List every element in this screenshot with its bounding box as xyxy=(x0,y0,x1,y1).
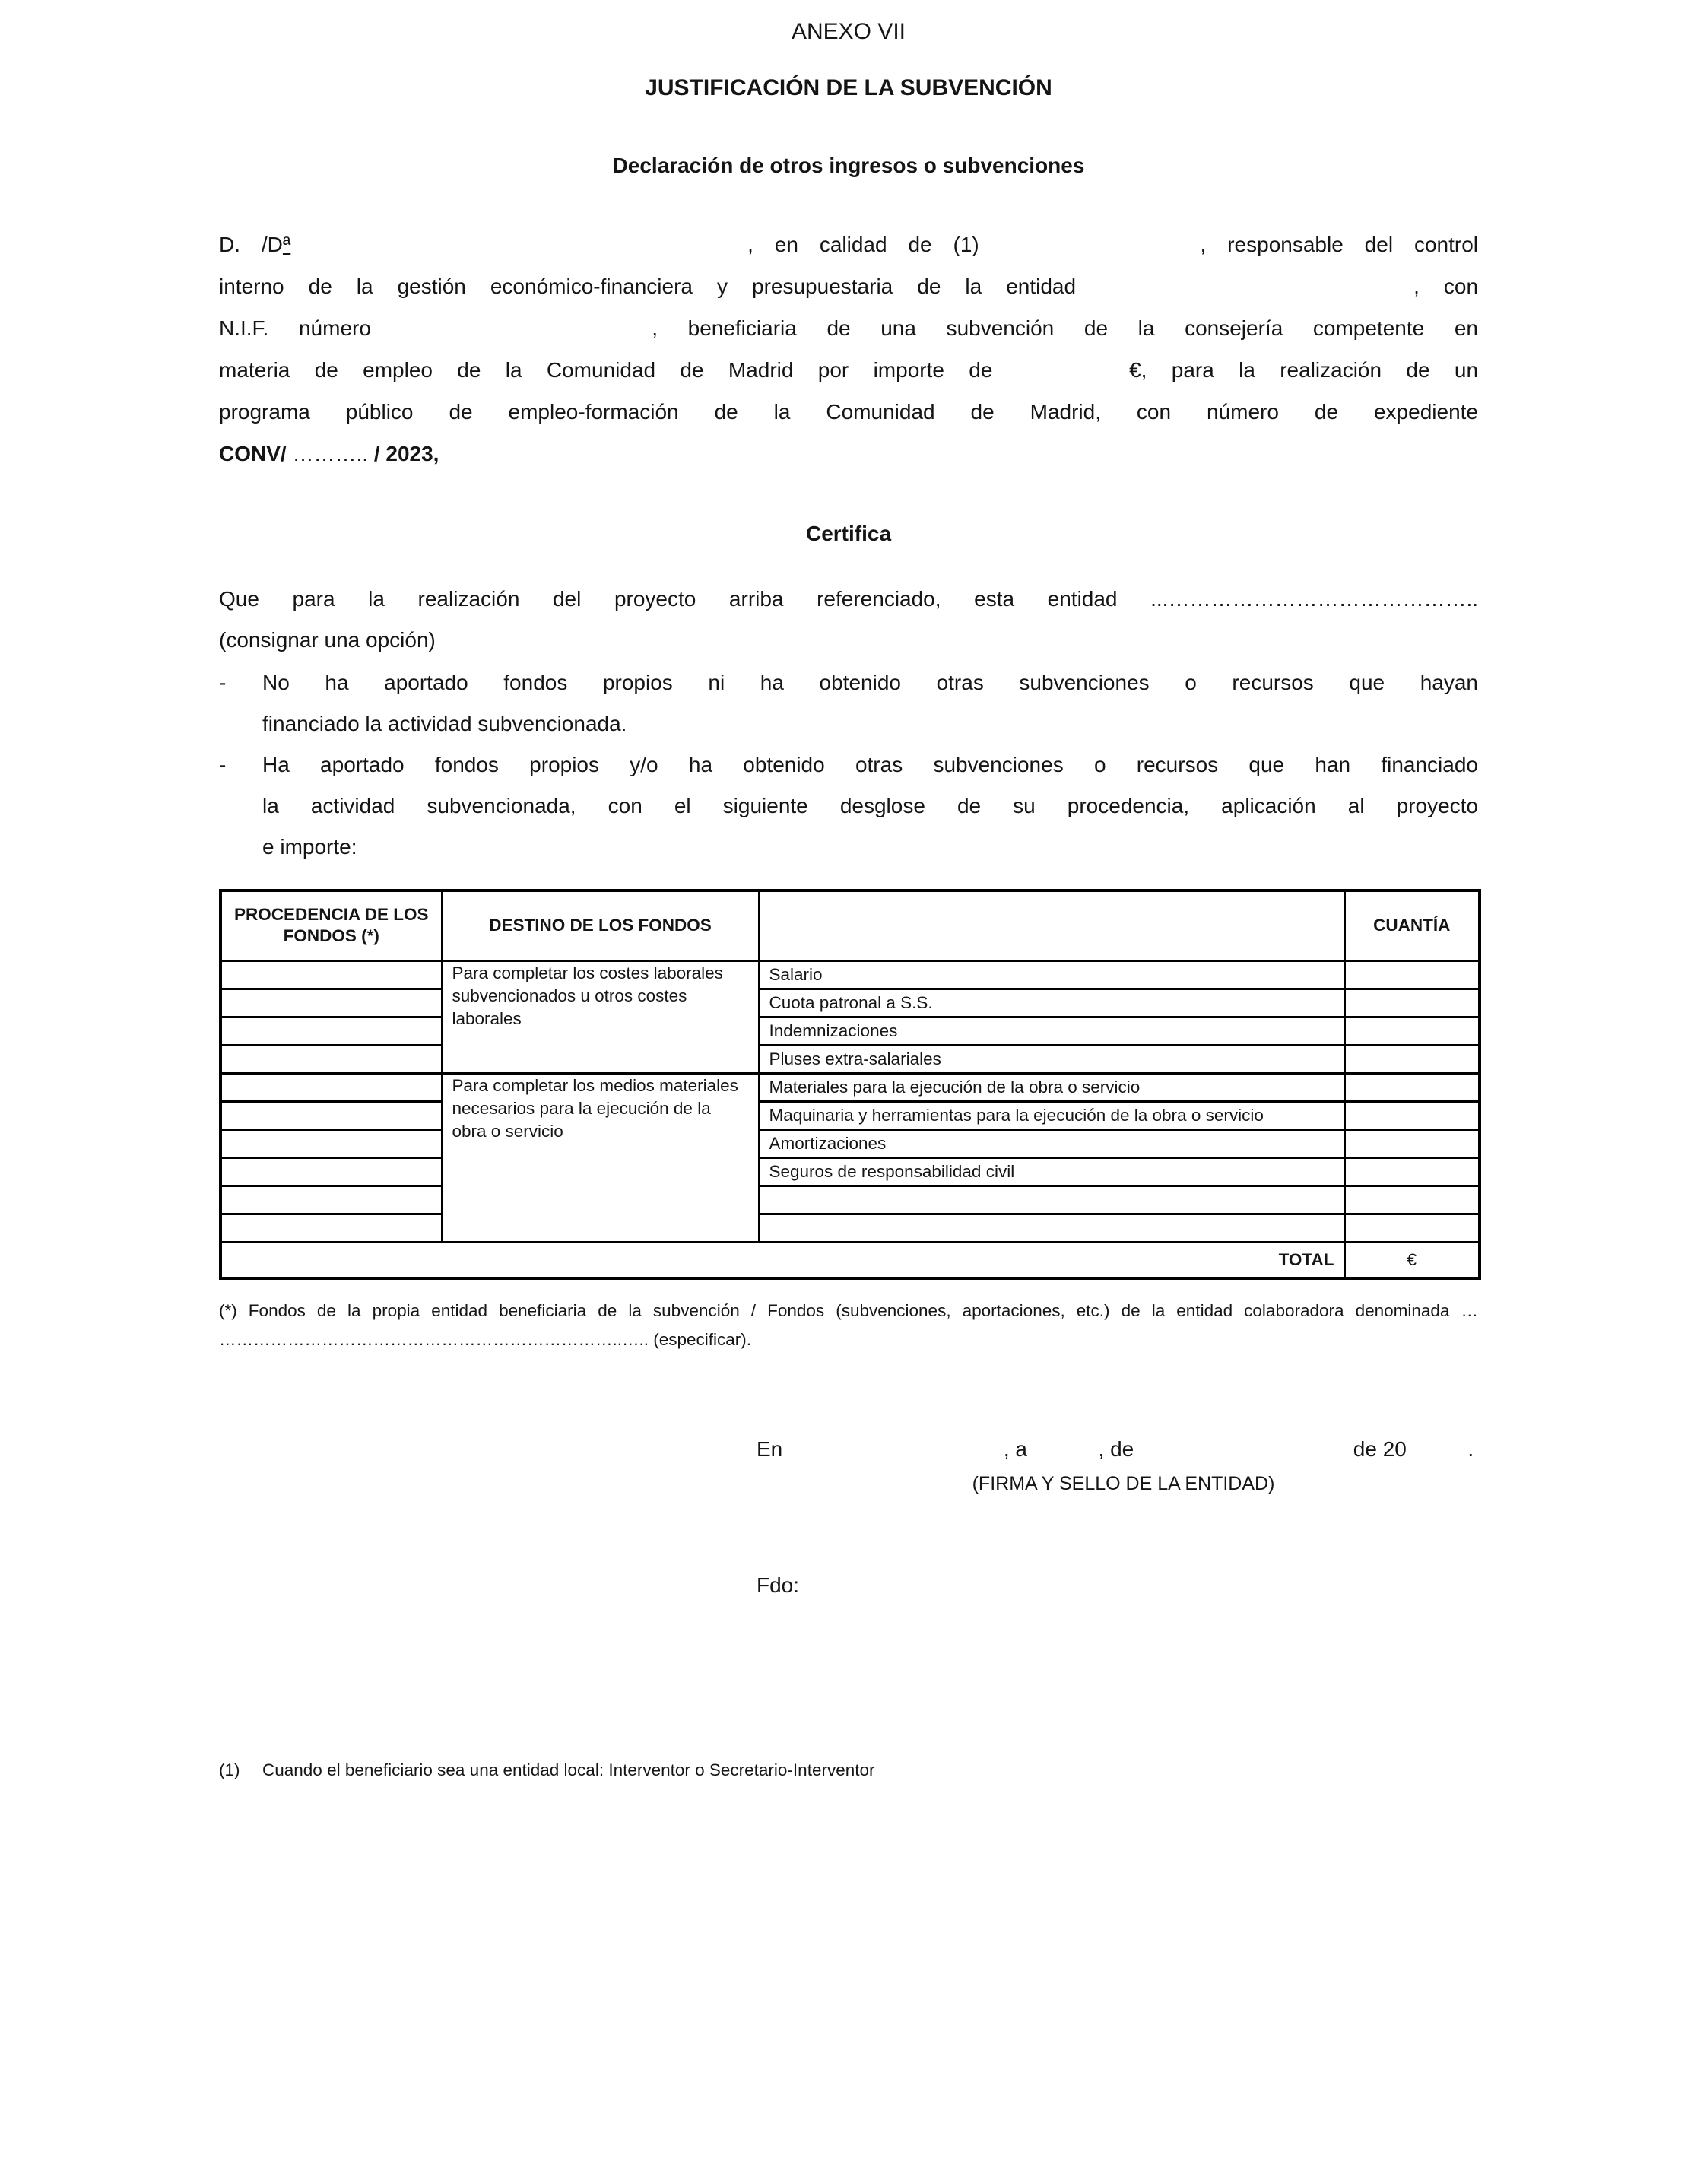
total-label: TOTAL xyxy=(220,1242,1344,1278)
certifica-heading: Certifica xyxy=(805,522,892,545)
concepto-cell: Seguros de responsabilidad civil xyxy=(759,1157,1344,1186)
procedencia-cell xyxy=(220,1214,442,1242)
dash-bullet: - xyxy=(219,671,227,694)
cuantia-cell xyxy=(1344,1101,1480,1129)
footnote-star-line-1: (*) Fondos de la propia entidad beneficiaria de la subvención / Fondos (subvenciones, aportaciones, etc.) de la entidad colaboradora denominada … xyxy=(219,1301,1478,1320)
cuantia-cell xyxy=(1344,1157,1480,1186)
document-title: JUSTIFICACIÓN DE LA SUBVENCIÓN xyxy=(645,75,1052,100)
blank-day-field xyxy=(1033,1455,1093,1456)
concepto-cell xyxy=(759,1186,1344,1214)
option-line: la actividad subvencionada, con el siguiente desglose de su procedencia, aplicación al proyecto xyxy=(262,794,1478,817)
option-text xyxy=(262,744,1478,868)
expediente-prefix: CONV/ xyxy=(219,442,287,465)
option-line: e importe: xyxy=(262,835,357,859)
intro-line-3 xyxy=(219,307,1478,349)
header-detalle-empty xyxy=(759,890,1344,960)
procedencia-cell xyxy=(220,1101,442,1129)
table-row xyxy=(220,1073,1480,1101)
annex-title: ANEXO VII xyxy=(791,19,906,44)
intro-paragraph xyxy=(219,224,1478,475)
certifica-line-2: (consignar una opción) xyxy=(219,628,436,652)
sig-text: , a xyxy=(1003,1437,1027,1461)
table-row xyxy=(220,1129,1480,1157)
procedencia-cell xyxy=(220,1045,442,1073)
concepto-cell: Indemnizaciones xyxy=(759,1017,1344,1045)
concepto-cell: Amortizaciones xyxy=(759,1129,1344,1157)
procedencia-cell xyxy=(220,1073,442,1101)
header-procedencia: PROCEDENCIA DE LOS FONDOS (*) xyxy=(220,890,442,960)
blank-role-field xyxy=(1001,250,1179,252)
cuantia-cell xyxy=(1344,1129,1480,1157)
expediente-year: / 2023, xyxy=(373,442,439,465)
intro-text: programa público de empleo-formación de la Comunidad de Madrid, con número de expediente xyxy=(219,400,1478,424)
procedencia-cell xyxy=(220,1157,442,1186)
option-item xyxy=(219,662,1478,744)
cuantia-cell xyxy=(1344,989,1480,1017)
table-row xyxy=(220,1101,1480,1129)
blank-year-field xyxy=(1413,1455,1462,1456)
intro-text: , con xyxy=(1413,275,1479,298)
concepto-cell: Maquinaria y herramientas para la ejecución de la obra o servicio xyxy=(759,1101,1344,1129)
certifica-line-1: Que para la realización del proyecto arriba referenciado, esta entidad ...…………………………………….. xyxy=(219,587,1478,611)
intro-text: , responsable del control xyxy=(1200,233,1478,256)
table-row xyxy=(220,1017,1480,1045)
option-item xyxy=(219,744,1478,868)
blank-name-field xyxy=(312,250,726,252)
blank-city-field xyxy=(788,1455,998,1456)
concepto-cell: Salario xyxy=(759,960,1344,989)
ordinal-a: ª xyxy=(282,233,291,256)
procedencia-cell xyxy=(220,1017,442,1045)
stamp-note: (FIRMA Y SELLO DE LA ENTIDAD) xyxy=(972,1473,1275,1494)
concepto-cell: Materiales para la ejecución de la obra o servicio xyxy=(759,1073,1344,1101)
certifica-intro xyxy=(219,579,1478,661)
intro-text: , beneficiaria de una subvención de la consejería competente en xyxy=(652,316,1479,340)
table-total-row xyxy=(220,1242,1480,1278)
option-line: financiado la actividad subvencionada. xyxy=(262,712,627,735)
intro-line-1 xyxy=(219,224,1478,265)
header-cuantia: CUANTÍA xyxy=(1344,890,1480,960)
cuantia-cell xyxy=(1344,1045,1480,1073)
table-row xyxy=(220,1157,1480,1186)
concepto-cell: Pluses extra-salariales xyxy=(759,1045,1344,1073)
option-line: No ha aportado fondos propios ni ha obtenido otras subvenciones o recursos que hayan xyxy=(262,671,1478,694)
blank-entity-field xyxy=(1100,292,1389,294)
blank-expediente-dots: ……….. xyxy=(292,442,369,465)
document-subtitle: Declaración de otros ingresos o subvenciones xyxy=(612,154,1085,177)
table-row xyxy=(220,1186,1480,1214)
procedencia-cell xyxy=(220,960,442,989)
intro-line-2 xyxy=(219,265,1478,307)
dash-bullet: - xyxy=(219,753,227,776)
sig-text: , de xyxy=(1098,1437,1134,1461)
footnote-1-text: Cuando el beneficiario sea una entidad local: Interventor o Secretario-Interventor xyxy=(262,1760,875,1779)
signature-date-line xyxy=(757,1430,1490,1468)
table-row xyxy=(220,1045,1480,1073)
sig-text: . xyxy=(1467,1437,1474,1461)
intro-text: , en calidad de (1) xyxy=(747,233,979,256)
footnote-dots: ……………………………………………………………..….. xyxy=(219,1330,649,1349)
sig-text: En xyxy=(757,1437,783,1461)
table-row xyxy=(220,960,1480,989)
procedencia-cell xyxy=(220,1186,442,1214)
intro-line-6 xyxy=(219,433,1478,475)
footnote-star-line-2 xyxy=(219,1325,1478,1354)
cuantia-cell xyxy=(1344,1186,1480,1214)
table-header-row xyxy=(220,890,1480,960)
cuantia-cell xyxy=(1344,1214,1480,1242)
destino-group-cell: Para completar los medios materiales necesarios para la ejecución de la obra o servicio xyxy=(442,1073,759,1242)
funds-table xyxy=(219,889,1481,1280)
blank-nif-field xyxy=(401,334,622,335)
option-text xyxy=(262,662,1478,744)
option-line: Ha aportado fondos propios y/o ha obtenido otras subvenciones o recursos que han financiado xyxy=(262,753,1478,776)
cuantia-cell xyxy=(1344,1073,1480,1101)
signature-block xyxy=(757,1430,1490,1499)
intro-text: D. /D xyxy=(219,233,283,256)
sig-text: de 20 xyxy=(1353,1437,1407,1461)
blank-month-field xyxy=(1140,1455,1347,1456)
table-row xyxy=(220,1214,1480,1242)
destino-group-cell: Para completar los costes laborales subvencionados u otros costes laborales xyxy=(442,960,759,1073)
table-row xyxy=(220,989,1480,1017)
header-destino: DESTINO DE LOS FONDOS xyxy=(442,890,759,960)
intro-line-4 xyxy=(219,349,1478,391)
cuantia-cell xyxy=(1344,1017,1480,1045)
concepto-cell xyxy=(759,1214,1344,1242)
intro-line-5 xyxy=(219,391,1478,433)
footnote-text: (especificar). xyxy=(649,1330,752,1349)
procedencia-cell xyxy=(220,1129,442,1157)
intro-text: materia de empleo de la Comunidad de Madrid por importe de xyxy=(219,358,993,382)
footnote-1-marker: (1) xyxy=(219,1760,240,1779)
blank-amount-field xyxy=(1017,376,1105,377)
cuantia-cell xyxy=(1344,960,1480,989)
footnote-star xyxy=(219,1297,1478,1354)
total-currency: € xyxy=(1344,1242,1480,1278)
signed-by-label: Fdo: xyxy=(757,1573,800,1597)
procedencia-cell xyxy=(220,989,442,1017)
intro-text: N.I.F. número xyxy=(219,316,371,340)
intro-text: €, para la realización de un xyxy=(1129,358,1479,382)
intro-text: interno de la gestión económico-financiera y presupuestaria de la entidad xyxy=(219,275,1077,298)
concepto-cell: Cuota patronal a S.S. xyxy=(759,989,1344,1017)
footnote-1 xyxy=(219,1757,1478,1784)
option-list xyxy=(219,662,1478,868)
